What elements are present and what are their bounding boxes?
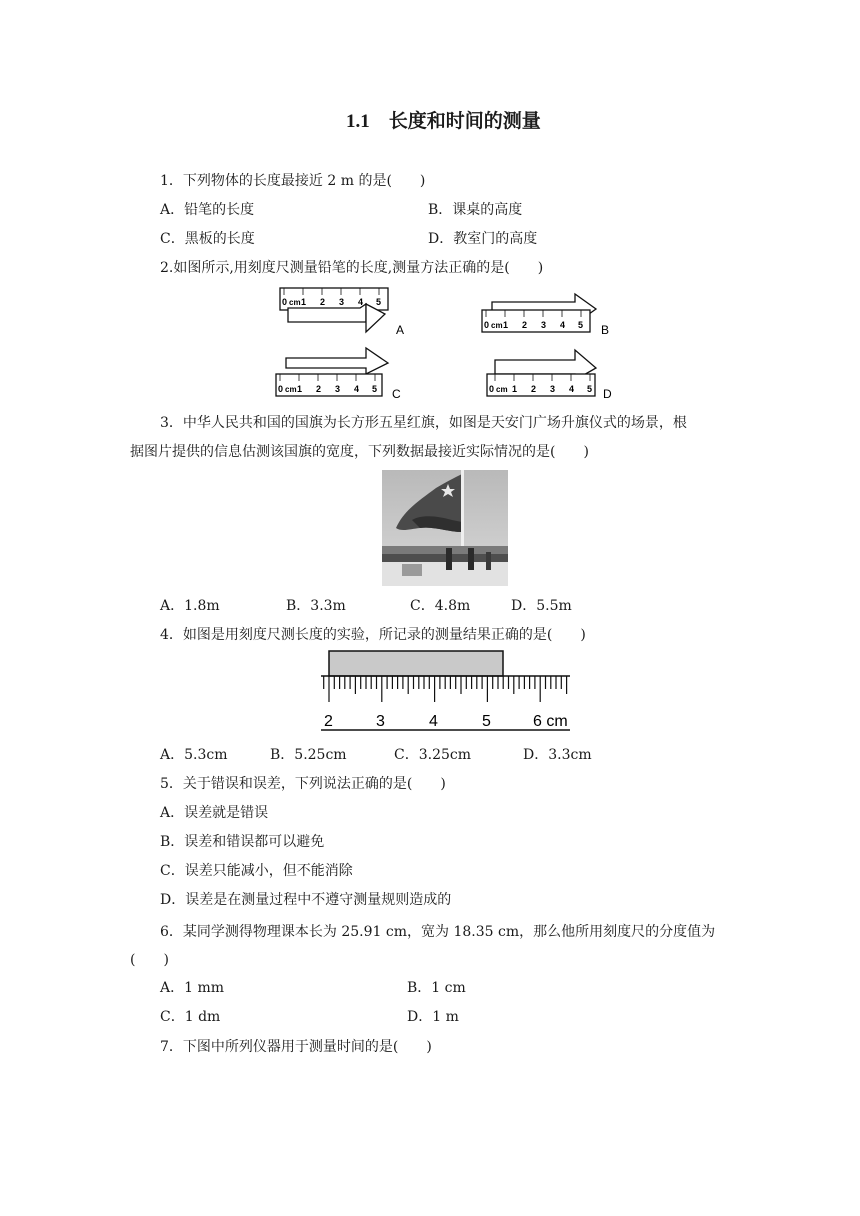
q2-d-tick-1: 1 (512, 384, 518, 394)
q5-option-c: C．误差只能减小，但不能消除 (160, 863, 353, 879)
q2-a-tick-cm: cm (289, 298, 301, 307)
q2-stem: 2.如图所示,用刻度尺测量铅笔的长度,测量方法正确的是( ) (160, 260, 544, 276)
q4-label-5: 5 (482, 713, 491, 730)
flag-raising-photo (382, 470, 508, 586)
q2-figure-b (482, 294, 609, 337)
q1-option-a: A．铅笔的长度 (160, 202, 255, 218)
q2-c-tick-2: 2 (316, 384, 322, 394)
page-title: 1.1 长度和时间的测量 (346, 111, 541, 132)
q2-d-tick-cm: cm (496, 385, 508, 394)
q5-stem: 5．关于错误和误差，下列说法正确的是( ) (160, 776, 446, 792)
q2-a-tick-0: 0 (282, 297, 288, 307)
q6-option-d: D．1 m (407, 1009, 459, 1025)
q3-stem-line2: 据图片提供的信息估测该国旗的宽度，下列数据最接近实际情况的是( ) (130, 444, 589, 460)
q1-option-c: C．黑板的长度 (160, 231, 255, 247)
q2-a-tick-2: 2 (320, 297, 326, 307)
q3-option-a: A．1.8m (160, 598, 220, 614)
q4-option-a: A．5.3cm (160, 747, 228, 763)
q4-label-3: 3 (376, 713, 385, 730)
q2-label-d: D (603, 387, 612, 401)
q2-a-tick-4: 4 (358, 297, 364, 307)
q4-label-6cm: 6 cm (533, 713, 568, 730)
q5-option-b: B．误差和错误都可以避免 (160, 834, 325, 850)
q2-figure-c (276, 348, 401, 401)
q6-stem-line1: 6．某同学测得物理课本长为 25.91 cm，宽为 18.35 cm，那么他所用刻度尺的分度值为 (160, 924, 716, 940)
q2-d-tick-3: 3 (550, 384, 556, 394)
q6-stem-line2: ( ) (130, 952, 169, 968)
q2-b-tick-0: 0 (484, 320, 490, 330)
q6-option-c: C．1 dm (160, 1009, 221, 1025)
q3-option-c: C．4.8m (410, 598, 471, 614)
q5-option-a: A．误差就是错误 (160, 805, 269, 821)
q2-a-tick-3: 3 (339, 297, 345, 307)
q2-b-tick-3: 3 (541, 320, 547, 330)
q4-ruler-figure (318, 649, 572, 737)
q2-b-tick-2: 2 (522, 320, 528, 330)
q2-d-tick-2: 2 (531, 384, 537, 394)
q2-d-tick-5: 5 (587, 384, 593, 394)
q1-option-b: B．课桌的高度 (428, 202, 523, 218)
q4-option-d: D．3.3cm (523, 747, 592, 763)
q2-b-tick-5: 5 (578, 320, 584, 330)
q7-stem: 7．下图中所列仪器用于测量时间的是( ) (160, 1039, 432, 1055)
q2-b-tick-4: 4 (560, 320, 566, 330)
q4-option-b: B．5.25cm (270, 747, 347, 763)
q1-stem: 1．下列物体的长度最接近 2 m 的是( ) (160, 173, 426, 189)
q2-label-a: A (396, 323, 405, 337)
q2-label-c: C (392, 387, 401, 401)
q2-c-tick-0: 0 (278, 384, 284, 394)
q1-option-d: D．教室门的高度 (428, 231, 538, 247)
q6-option-a: A．1 mm (160, 980, 225, 996)
q3-stem-line1: 3．中华人民共和国的国旗为长方形五星红旗，如图是天安门广场升旗仪式的场景，根 (160, 415, 687, 431)
q2-figure-a (280, 288, 404, 337)
q6-option-b: B．1 cm (407, 980, 466, 996)
q2-c-tick-4: 4 (354, 384, 360, 394)
q4-stem: 4．如图是用刻度尺测长度的实验，所记录的测量结果正确的是( ) (160, 627, 586, 643)
q2-a-tick-5: 5 (376, 297, 382, 307)
q2-b-tick-1: 1 (503, 320, 509, 330)
q5-option-d: D．误差是在测量过程中不遵守测量规则造成的 (160, 892, 452, 908)
q4-label-2: 2 (324, 713, 333, 730)
q2-c-tick-5: 5 (372, 384, 378, 394)
q2-label-b: B (601, 323, 610, 337)
q4-label-4: 4 (429, 713, 438, 730)
q3-option-b: B．3.3m (286, 598, 346, 614)
q2-c-tick-cm: cm (285, 385, 297, 394)
q2-figure (270, 284, 615, 402)
q2-figure-d (487, 350, 612, 401)
q2-c-tick-1: 1 (297, 384, 303, 394)
q2-a-tick-1: 1 (301, 297, 307, 307)
q2-d-tick-4: 4 (569, 384, 575, 394)
q2-d-tick-0: 0 (489, 384, 495, 394)
q2-c-tick-3: 3 (335, 384, 341, 394)
q2-b-tick-cm: cm (491, 321, 503, 330)
q3-option-d: D．5.5m (511, 598, 572, 614)
q4-option-c: C．3.25cm (394, 747, 471, 763)
